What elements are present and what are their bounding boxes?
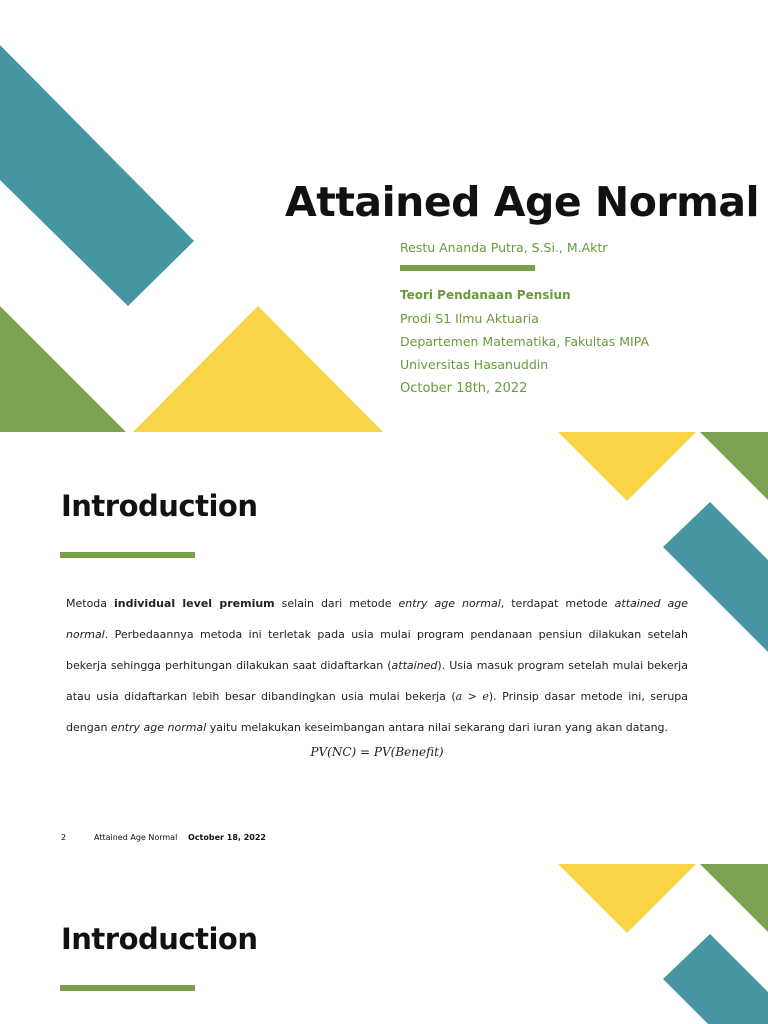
author-name: Restu Ananda Putra, S.Si., M.Aktr — [400, 240, 608, 255]
presentation-date: October 18th, 2022 — [400, 381, 528, 396]
footer-title: Attained Age Normal — [94, 833, 178, 842]
title-slide — [0, 0, 768, 432]
course-name: Teori Pendanaan Pensiun — [400, 288, 571, 302]
intro-paragraph: Metoda individual level premium selain dari metode entry age normal, terdapat metode attained age normal. Perbedaannya metoda ini terletak pada usia mulai program pendanaan pensiun dilakukan setelah bekerja sehingga perhitungan dilakukan saat didaftarkan (attained). Usia masuk program setelah mulai bekerja atau usia didaftarkan lebih besar dibandingkan usia mulai bekerja (a > e). Prinsip dasar metode ini, serupa dengan entry age normal yaitu melakukan keseimbangan antara nilai sekarang dari iuran yang akan datang. — [66, 597, 689, 734]
green-triangle-shape — [700, 864, 768, 932]
teal-band-shape — [663, 934, 768, 1024]
heading-accent-bar — [60, 985, 195, 991]
heading-accent-bar — [60, 552, 195, 558]
teal-band-shape — [0, 45, 194, 306]
intro-slide-2 — [0, 864, 768, 1024]
green-triangle-shape — [700, 432, 768, 500]
section-heading: Introduction — [61, 489, 258, 523]
title-accent-bar — [400, 265, 535, 271]
program-name: Prodi S1 Ilmu Aktuaria — [400, 311, 539, 326]
yellow-triangle-shape — [558, 864, 696, 933]
university-name: Universitas Hasanuddin — [400, 357, 549, 372]
yellow-triangle-shape — [558, 432, 696, 501]
department-name: Departemen Matematika, Fakultas MIPA — [400, 334, 650, 349]
green-triangle-shape — [0, 306, 126, 432]
formula: PV(NC) = PV(Benefit) — [310, 745, 444, 759]
yellow-triangle-shape — [133, 306, 383, 432]
footer-date: October 18, 2022 — [188, 833, 266, 842]
section-heading: Introduction — [61, 922, 258, 956]
presentation-title: Attained Age Normal — [285, 178, 760, 226]
footer-page-number: 2 — [61, 833, 67, 842]
intro-slide — [0, 432, 768, 864]
